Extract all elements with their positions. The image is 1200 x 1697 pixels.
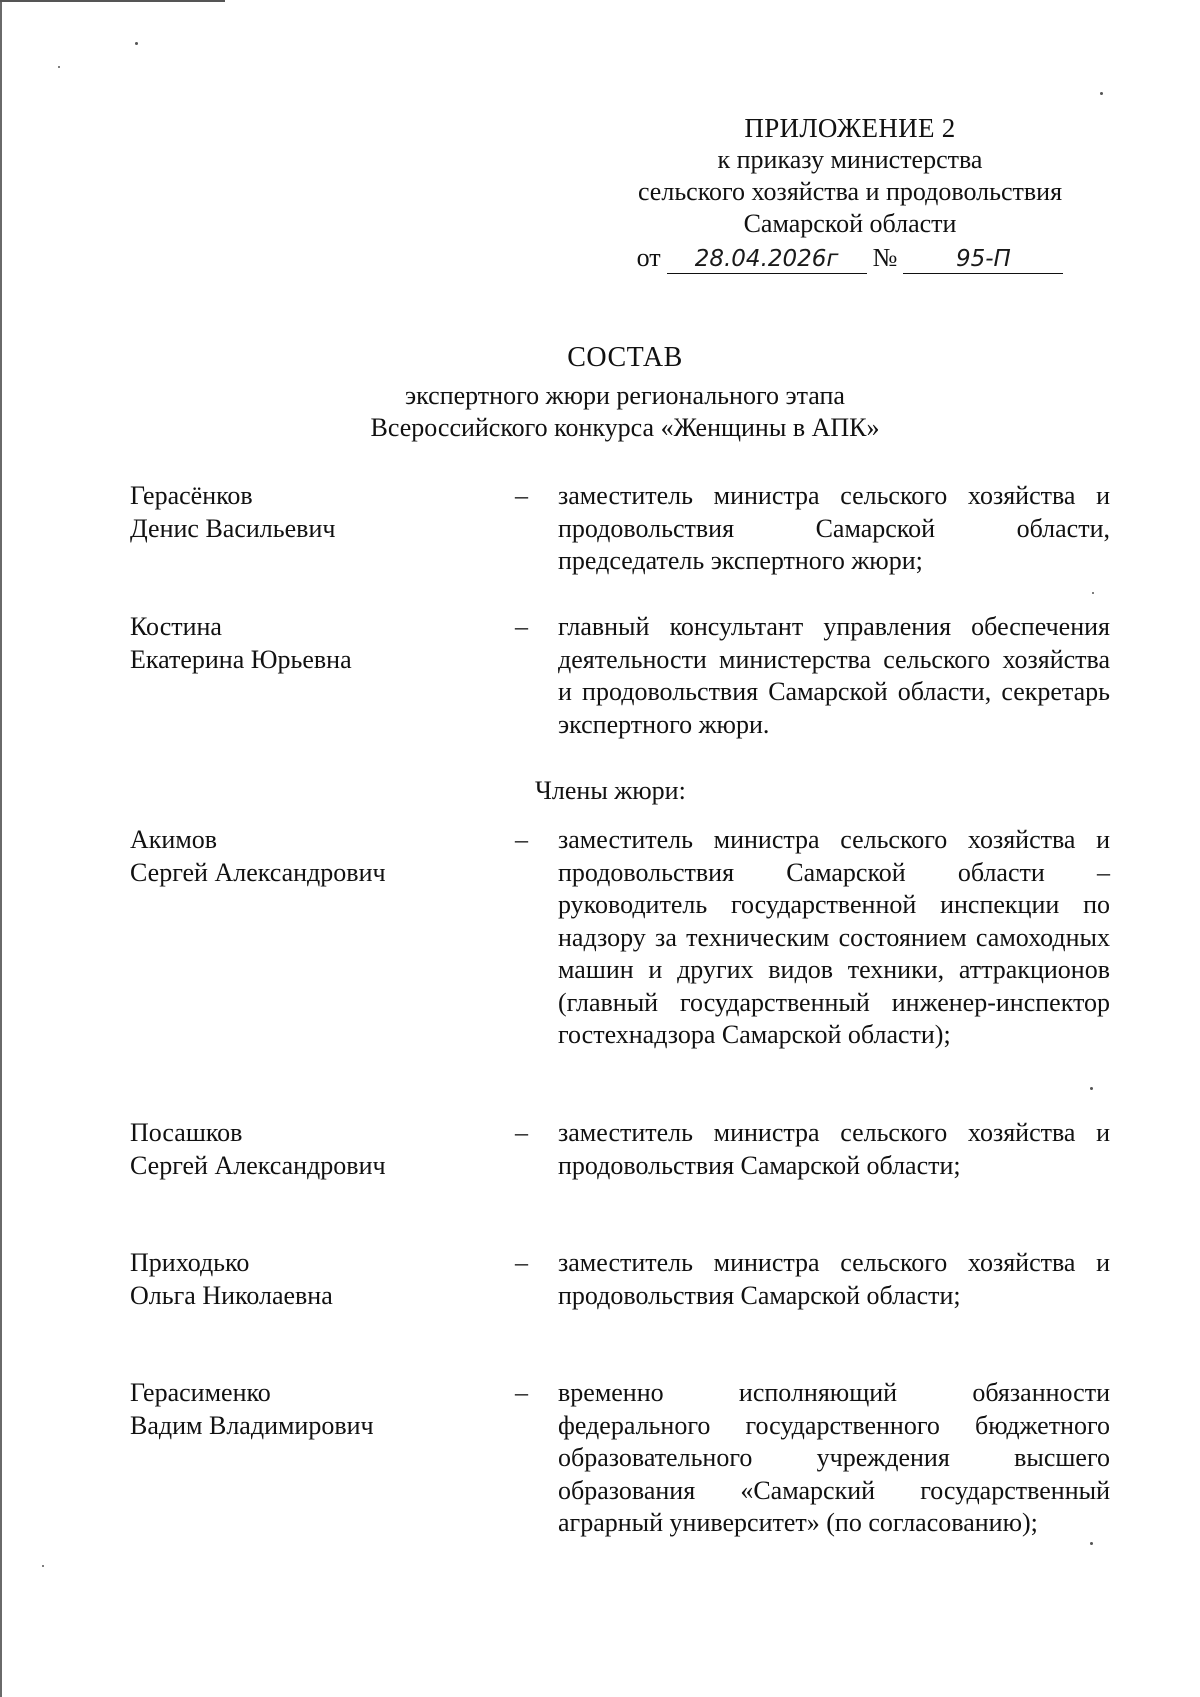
title-line: Всероссийского конкурса «Женщины в АПК» bbox=[370, 413, 880, 442]
scan-left-edge bbox=[0, 0, 2, 1697]
appendix-line: сельского хозяйства и продовольствия bbox=[637, 177, 1063, 206]
member-given-names: Сергей Александрович bbox=[130, 857, 386, 887]
title-line: экспертного жюри регионального этапа bbox=[405, 381, 845, 410]
member-surname: Акимов bbox=[130, 825, 218, 854]
member-role: заместитель министра сельского хозяйства и продовольствия Самарской области, председатель экспертного жюри; bbox=[558, 481, 1110, 575]
scan-speck bbox=[1090, 1542, 1093, 1545]
member-surname: Приходько bbox=[130, 1248, 250, 1277]
member-given-names: Екатерина Юрьевна bbox=[130, 644, 352, 674]
order-reference bbox=[600, 242, 1100, 274]
date-prefix: от bbox=[636, 243, 661, 272]
number-prefix: № bbox=[872, 243, 898, 272]
member-surname: Герасёнков bbox=[130, 481, 253, 510]
member-name bbox=[130, 611, 490, 676]
member-given-names: Сергей Александрович bbox=[130, 1150, 386, 1180]
scan-speck bbox=[42, 1565, 44, 1567]
dash-separator: – bbox=[515, 1378, 528, 1407]
member-role: заместитель министра сельского хозяйства и продовольствия Самарской области; bbox=[558, 1118, 1110, 1180]
dash-separator: – bbox=[515, 1118, 528, 1147]
title-main: СОСТАВ bbox=[567, 342, 683, 373]
appendix-header bbox=[600, 112, 1100, 274]
order-date: 28.04.2026г bbox=[667, 245, 867, 274]
member-given-names: Вадим Владимирович bbox=[130, 1410, 374, 1440]
member-surname: Герасименко bbox=[130, 1378, 271, 1407]
member-role: главный консультант управления обеспечения деятельности министерства сельского хозяйства и продовольствия Самарской области, секретарь экспертного жюри. bbox=[558, 612, 1110, 739]
member-role: заместитель министра сельского хозяйства и продовольствия Самарской области – руководитель государственной инспекции по надзору за техническим состоянием самоходных машин и других видов техники, аттракционов (главный государственный инженер-инспектор гостехнадзора Самарской области); bbox=[558, 825, 1110, 1049]
document-title bbox=[300, 342, 950, 444]
member-role: заместитель министра сельского хозяйства и продовольствия Самарской области; bbox=[558, 1248, 1110, 1310]
member-name bbox=[130, 1377, 490, 1442]
member-surname: Костина bbox=[130, 612, 222, 641]
dash-separator: – bbox=[515, 481, 528, 510]
appendix-line: Самарской области bbox=[743, 209, 957, 238]
dash-separator: – bbox=[515, 612, 528, 641]
scan-speck bbox=[135, 42, 138, 45]
member-given-names: Ольга Николаевна bbox=[130, 1280, 333, 1310]
scan-speck bbox=[1090, 1087, 1093, 1090]
member-name bbox=[130, 824, 490, 889]
order-number: 95-П bbox=[903, 245, 1063, 274]
scan-speck bbox=[1092, 592, 1094, 594]
scan-speck bbox=[58, 66, 60, 68]
member-surname: Посашков bbox=[130, 1118, 243, 1147]
members-heading: Члены жюри: bbox=[535, 776, 686, 805]
scan-top-edge bbox=[0, 0, 225, 2]
member-name bbox=[130, 480, 490, 545]
appendix-heading: ПРИЛОЖЕНИЕ 2 bbox=[744, 113, 956, 143]
member-name bbox=[130, 1117, 490, 1182]
member-name bbox=[130, 1247, 490, 1312]
dash-separator: – bbox=[515, 1248, 528, 1277]
member-role: временно исполняющий обязанности федерального государственного бюджетного образовательного учреждения высшего образования «Самарский государственный аграрный университет» (по согласованию); bbox=[558, 1378, 1110, 1537]
appendix-line: к приказу министерства bbox=[717, 145, 983, 174]
dash-separator: – bbox=[515, 825, 528, 854]
member-given-names: Денис Васильевич bbox=[130, 513, 336, 543]
scan-speck bbox=[1100, 92, 1103, 95]
